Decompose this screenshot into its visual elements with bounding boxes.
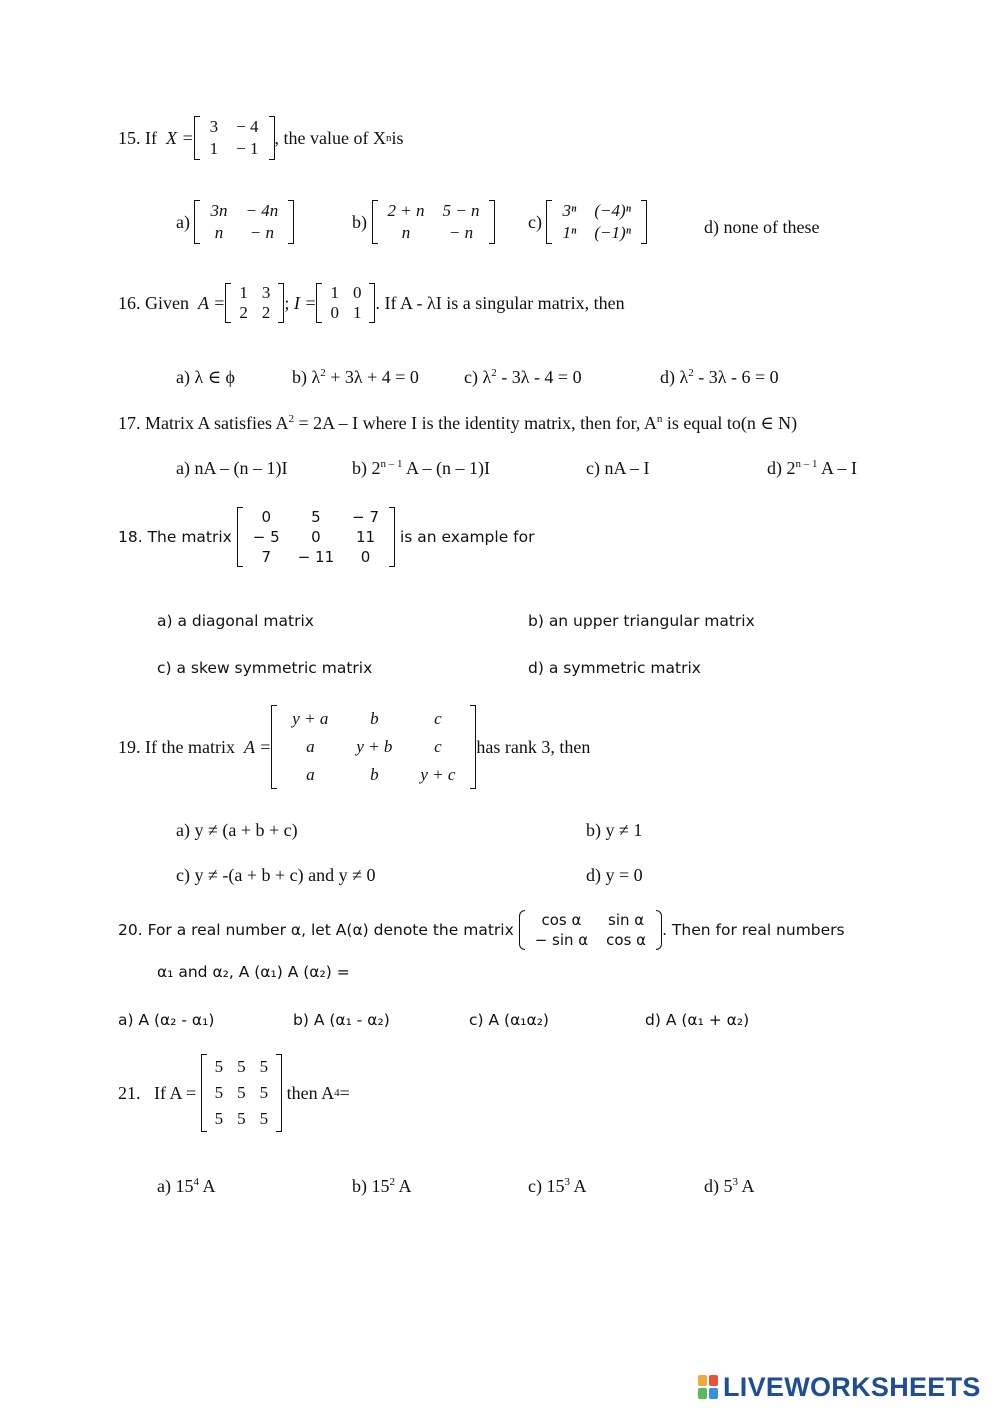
q17-option-d[interactable]: d) 2$^{n - 1}$ A – I [767,458,858,478]
liveworksheets-logo [698,1372,981,1403]
q21-option-b[interactable]: b) $15^2$ A [352,1176,412,1196]
question-15: 15. If X = 3 − 4 1 − 1 , the value of X n is [118,117,404,158]
q17-option-b[interactable]: b) 2$^{n - 1}$ A – (n – 1)I [352,458,490,478]
q20-option-c[interactable]: c) A (α₁α₂) [469,1011,549,1029]
logo-text: LIVEWORKSHEETS [723,1372,981,1402]
q20-option-a[interactable]: a) A (α₂ - α₁) [118,1011,215,1029]
question-17: 17. Matrix A satisfies $A^2 = 2A - I$ where I is the identity matrix, then for, $A^n$ is equal to(n ∈ N) [118,413,798,433]
q19-option-d[interactable]: d) y = 0 [586,865,643,885]
matrix-rotation: cos α sin α − sin α cos α [519,910,662,950]
q21-option-c[interactable]: c) $15^3$ A [528,1176,587,1196]
logo-blocks-icon [698,1375,720,1401]
matrix-rank3: y + a b c a y + b c a b y + c [271,705,476,789]
q19-option-c[interactable]: c) y ≠ -(a + b + c) and y ≠ 0 [176,865,376,885]
q19-option-b[interactable]: b) y ≠ 1 [586,820,643,840]
q16-option-a[interactable]: a) λ ∈ ϕ [176,367,236,387]
q17-option-c[interactable]: c) nA – I [586,458,650,478]
q19-option-a[interactable]: a) y ≠ (a + b + c) [176,820,298,840]
q15-option-c[interactable]: c) 3ⁿ (−4)ⁿ 1ⁿ (−1)ⁿ [528,200,647,244]
q18-option-d[interactable]: d) a symmetric matrix [528,659,701,677]
question-20-line2: α₁ and α₂, A (α₁) A (α₂) = [157,963,350,981]
question-20: 20. For a real number α, let A(α) denote the matrix cos α sin α − sin α cos α . Then for real numbers [118,911,845,949]
q15-option-a[interactable]: a) 3n − 4n n − n [176,200,294,244]
q15-option-b[interactable]: b) 2 + n 5 − n n − n [352,200,495,244]
q18-option-b[interactable]: b) an upper triangular matrix [528,612,755,630]
matrix-fives: 5 5 5 5 5 5 5 5 5 [201,1054,283,1132]
question-18: 18. The matrix 0 5 − 7 − 5 0 11 7 − 11 0 is an example for [118,508,535,566]
q16-option-b[interactable]: b) $\lambda^2 + 3\lambda + 4 = 0$ [292,367,419,387]
q20-option-b[interactable]: b) A (α₁ - α₂) [293,1011,390,1029]
q18-option-c[interactable]: c) a skew symmetric matrix [157,659,373,677]
question-21: 21. If A = 5 5 5 5 5 5 5 5 5 then A 4 = [118,1054,350,1132]
q15-option-d[interactable]: d) none of these [704,217,820,237]
matrix-a: 1 3 2 2 [225,283,284,323]
q21-option-d[interactable]: d) $5^3$ A [704,1176,755,1196]
q17-option-a[interactable]: a) nA – (n – 1)I [176,458,288,478]
question-16: 16. Given A = 1 3 2 2 ; I = 1 0 0 1 . If A - λI is a singular matrix, then [118,283,625,322]
q20-option-d[interactable]: d) A (α₁ + α₂) [645,1011,750,1029]
matrix-i: 1 0 0 1 [316,283,375,323]
q16-option-d[interactable]: d) $\lambda^2 - 3\lambda - 6 = 0$ [660,367,779,387]
q18-option-a[interactable]: a) a diagonal matrix [157,612,314,630]
matrix-skew: 0 5 − 7 − 5 0 11 7 − 11 0 [237,507,395,567]
q16-option-c[interactable]: c) $\lambda^2 - 3\lambda - 4 = 0$ [464,367,582,387]
q21-option-a[interactable]: a) $15^4$ A [157,1176,216,1196]
question-19: 19. If the matrix A = y + a b c a y + b c a b y + c has rank 3, then [118,705,590,789]
matrix-x: 3 − 4 1 − 1 [194,116,275,160]
